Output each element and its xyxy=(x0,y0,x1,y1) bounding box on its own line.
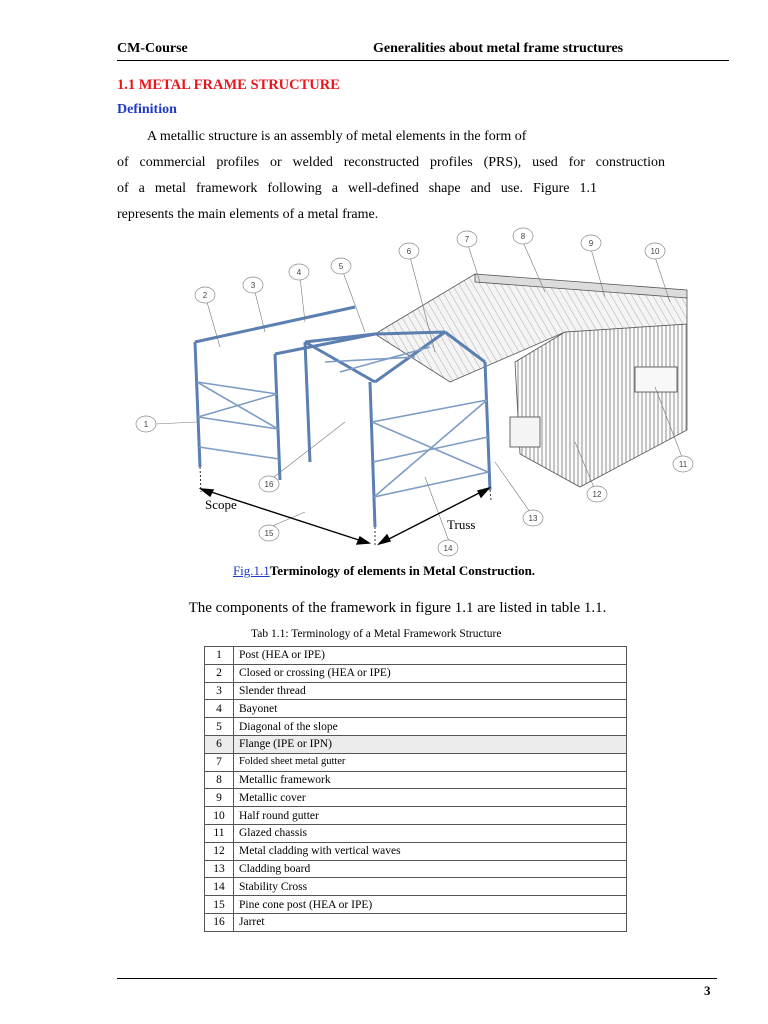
callout-7 xyxy=(457,231,477,247)
svg-text:14: 14 xyxy=(443,544,453,553)
table-row xyxy=(205,878,627,896)
row-number: 5 xyxy=(205,718,234,736)
callout-2 xyxy=(195,287,215,303)
row-term: Bayonet xyxy=(234,700,627,718)
row-term: Metal cladding with vertical waves xyxy=(234,842,627,860)
callout-6 xyxy=(399,243,419,259)
row-number: 15 xyxy=(205,896,234,914)
table-row xyxy=(205,753,627,771)
row-number: 7 xyxy=(205,753,234,771)
glazed-chassis xyxy=(635,367,677,392)
row-number: 1 xyxy=(205,647,234,665)
svg-text:2: 2 xyxy=(202,291,208,300)
header-rule xyxy=(117,60,729,61)
table-row xyxy=(205,807,627,825)
table-row xyxy=(205,842,627,860)
row-term: Pine cone post (HEA or IPE) xyxy=(234,896,627,914)
cladding-board xyxy=(510,417,540,447)
header-chapter: Generalities about metal frame structures xyxy=(373,41,624,56)
svg-text:4: 4 xyxy=(296,268,302,277)
row-term: Slender thread xyxy=(234,682,627,700)
row-term: Flange (IPE or IPN) xyxy=(234,735,627,753)
callout-15 xyxy=(259,525,279,541)
components-sentence: The components of the framework in figure 1.1 are listed in table 1.1. xyxy=(188,600,607,616)
paragraph-line: of commercial profiles or welded reconstructed profiles (PRS), used for construction xyxy=(117,155,665,170)
svg-text:5: 5 xyxy=(338,262,344,271)
row-term: Jarret xyxy=(234,913,627,931)
callout-11 xyxy=(673,456,693,472)
row-term: Metallic framework xyxy=(234,771,627,789)
row-term: Post (HEA or IPE) xyxy=(234,647,627,665)
paragraph-line: represents the main elements of a metal frame. xyxy=(117,207,379,222)
table-row xyxy=(205,664,627,682)
row-term: Metallic cover xyxy=(234,789,627,807)
callout-13 xyxy=(523,510,543,526)
section-title: 1.1 METAL FRAME STRUCTURE xyxy=(117,77,340,93)
callout-4 xyxy=(289,264,309,280)
callout-5 xyxy=(331,258,351,274)
table-row xyxy=(205,735,627,753)
row-number: 9 xyxy=(205,789,234,807)
row-term: Cladding board xyxy=(234,860,627,878)
row-term: Half round gutter xyxy=(234,807,627,825)
svg-text:16: 16 xyxy=(264,480,274,489)
row-number: 14 xyxy=(205,878,234,896)
svg-text:15: 15 xyxy=(264,529,274,538)
callout-3 xyxy=(243,277,263,293)
scope-label: Scope xyxy=(205,497,237,512)
callout-10 xyxy=(645,243,665,259)
table-row xyxy=(205,700,627,718)
row-number: 11 xyxy=(205,824,234,842)
table-row xyxy=(205,896,627,914)
svg-text:9: 9 xyxy=(588,239,594,248)
row-term: Diagonal of the slope xyxy=(234,718,627,736)
svg-text:13: 13 xyxy=(528,514,538,523)
header-course: CM-Course xyxy=(117,41,188,56)
table-row xyxy=(205,718,627,736)
svg-text:1: 1 xyxy=(143,420,149,429)
table-row xyxy=(205,682,627,700)
section-subtitle: Definition xyxy=(117,102,177,117)
svg-text:8: 8 xyxy=(520,232,526,241)
svg-text:6: 6 xyxy=(406,247,412,256)
svg-text:10: 10 xyxy=(650,247,660,256)
terminology-table xyxy=(204,646,627,932)
table-row xyxy=(205,789,627,807)
definition-paragraph xyxy=(117,124,665,228)
table-row xyxy=(205,824,627,842)
metal-frame-figure xyxy=(125,222,705,560)
svg-text:3: 3 xyxy=(250,281,256,290)
row-number: 10 xyxy=(205,807,234,825)
row-number: 6 xyxy=(205,735,234,753)
callout-14 xyxy=(438,540,458,556)
footer-rule xyxy=(117,978,717,979)
figure-caption xyxy=(0,563,768,579)
table-row xyxy=(205,771,627,789)
svg-text:7: 7 xyxy=(464,235,470,244)
truss-label: Truss xyxy=(447,517,476,532)
row-number: 13 xyxy=(205,860,234,878)
callout-16 xyxy=(259,476,279,492)
figure-caption-text: Terminology of elements in Metal Construction. xyxy=(269,563,536,578)
row-number: 8 xyxy=(205,771,234,789)
callout-8 xyxy=(513,228,533,244)
paragraph-line: of a metal framework following a well-defined shape and use. Figure 1.1 xyxy=(117,181,597,196)
svg-text:12: 12 xyxy=(592,490,602,499)
row-number: 3 xyxy=(205,682,234,700)
table-row xyxy=(205,647,627,665)
page-number: 3 xyxy=(704,983,711,998)
table-row xyxy=(205,860,627,878)
table-row xyxy=(205,913,627,931)
callout-9 xyxy=(581,235,601,251)
row-number: 2 xyxy=(205,664,234,682)
svg-text:11: 11 xyxy=(678,460,688,469)
row-term: Stability Cross xyxy=(234,878,627,896)
callout-1 xyxy=(136,416,156,432)
figure-reference-link[interactable]: Fig.1.1 xyxy=(232,563,270,578)
cladding-wall xyxy=(515,324,687,487)
table-title: Tab 1.1: Terminology of a Metal Framework Structure xyxy=(251,628,502,640)
row-term: Closed or crossing (HEA or IPE) xyxy=(234,664,627,682)
callout-12 xyxy=(587,486,607,502)
row-term: Glazed chassis xyxy=(234,824,627,842)
row-number: 12 xyxy=(205,842,234,860)
row-number: 4 xyxy=(205,700,234,718)
row-number: 16 xyxy=(205,913,234,931)
paragraph-line: A metallic structure is an assembly of metal elements in the form of xyxy=(147,129,527,144)
row-term: Folded sheet metal gutter xyxy=(234,753,627,771)
